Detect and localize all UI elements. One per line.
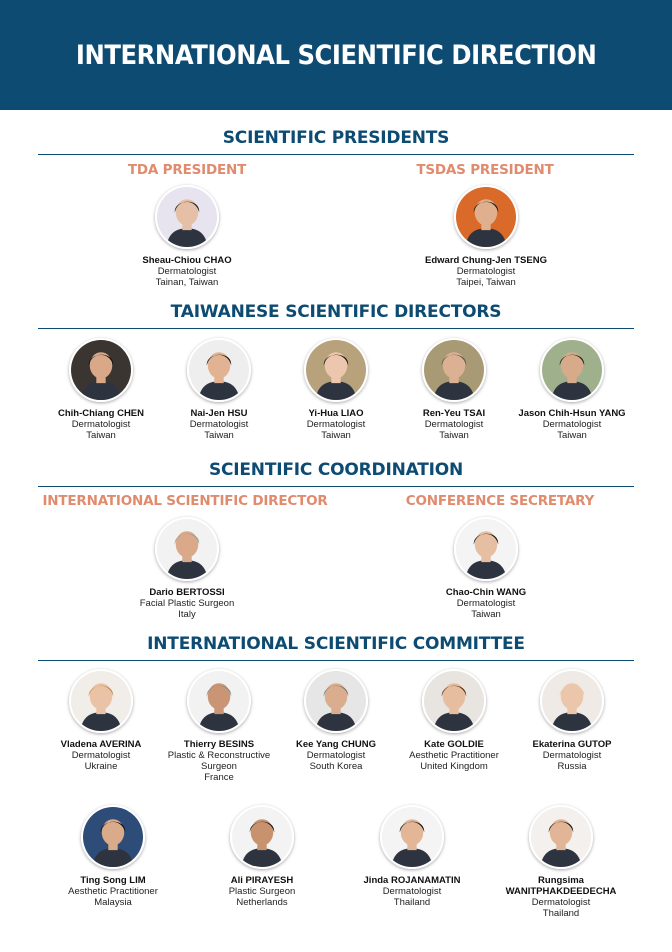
- portrait-photo: [155, 185, 219, 249]
- portrait-photo: [454, 517, 518, 581]
- person-name: Ting Song LIM: [80, 875, 146, 886]
- portrait-photo: [155, 517, 219, 581]
- person-name: Jinda ROJANAMATIN: [363, 875, 461, 886]
- person-title: Plastic Surgeon: [228, 886, 296, 897]
- role-tda-president: TDA PRESIDENT: [127, 162, 247, 178]
- person-title: Surgeon: [201, 761, 237, 772]
- person-name: Jason Chih-Hsun YANG: [518, 408, 626, 419]
- person-location: Tainan, Taiwan: [155, 277, 219, 288]
- person-name: Chih-Chiang CHEN: [57, 408, 145, 419]
- portrait-photo: [454, 185, 518, 249]
- role-conference-secretary: CONFERENCE SECRETARY: [405, 493, 595, 509]
- person-location: Ukraine: [84, 761, 118, 772]
- person-title: Dermatologist: [542, 750, 602, 761]
- person-location: Netherlands: [236, 897, 288, 908]
- person-location: Taiwan: [439, 430, 469, 441]
- person-name: Ren-Yeu TSAI: [422, 408, 486, 419]
- person-title: Dermatologist: [456, 598, 516, 609]
- person-location: Russia: [557, 761, 587, 772]
- person-title: Dermatologist: [71, 419, 131, 430]
- person-name: Nai-Jen HSU: [190, 408, 248, 419]
- person-name: Dario BERTOSSI: [149, 587, 225, 598]
- person-name: Ali PIRAYESH: [230, 875, 294, 886]
- person-name: Thierry BESINS: [183, 739, 255, 750]
- person-name: Yi-Hua LIAO: [308, 408, 364, 419]
- person-title: Dermatologist: [306, 419, 366, 430]
- divider: [38, 660, 634, 661]
- person-name: Kate GOLDIE: [424, 739, 484, 750]
- portrait-photo: [81, 805, 145, 869]
- portrait-photo: [380, 805, 444, 869]
- person-location: Taiwan: [557, 430, 587, 441]
- person-title: Dermatologist: [542, 419, 602, 430]
- portrait-photo: [422, 669, 486, 733]
- person-location: Italy: [178, 609, 196, 620]
- divider: [38, 328, 634, 329]
- person-location: France: [204, 772, 234, 783]
- person-name: Kee Yang CHUNG: [295, 739, 377, 750]
- person-location: Taipei, Taiwan: [456, 277, 516, 288]
- person-location: Taiwan: [86, 430, 116, 441]
- person-title: Dermatologist: [189, 419, 249, 430]
- person-card: [502, 669, 642, 772]
- person-title: Facial Plastic Surgeon: [139, 598, 235, 609]
- person-title: Dermatologist: [71, 750, 131, 761]
- person-title: Dermatologist: [531, 897, 591, 908]
- person-name-continued: WANITPHAKDEEDECHA: [505, 886, 617, 897]
- portrait-photo: [304, 338, 368, 402]
- person-location: Thailand: [542, 908, 580, 919]
- person-card: [491, 805, 631, 919]
- portrait-photo: [422, 338, 486, 402]
- portrait-photo: [187, 669, 251, 733]
- person-name: Sheau-Chiou CHAO: [142, 255, 232, 266]
- portrait-photo: [540, 669, 604, 733]
- portrait-photo: [69, 669, 133, 733]
- person-card: [416, 517, 556, 620]
- header-banner: [0, 0, 672, 110]
- person-location: Taiwan: [321, 430, 351, 441]
- person-title: Dermatologist: [306, 750, 366, 761]
- section-title-committee: INTERNATIONAL SCIENTIFIC COMMITTEE: [147, 634, 525, 654]
- page-title: INTERNATIONAL SCIENTIFIC DIRECTION: [75, 39, 597, 71]
- divider: [38, 486, 634, 487]
- role-international-scientific-director: INTERNATIONAL SCIENTIFIC DIRECTOR: [42, 493, 328, 509]
- person-name: Rungsima: [538, 875, 584, 886]
- person-card: [192, 805, 332, 908]
- person-card: [43, 805, 183, 908]
- person-card: [416, 185, 556, 288]
- person-location: Taiwan: [204, 430, 234, 441]
- person-title: Plastic & Reconstructive: [167, 750, 271, 761]
- person-name: Edward Chung-Jen TSENG: [425, 255, 547, 266]
- person-name: Vladena AVERINA: [60, 739, 142, 750]
- person-location: Thailand: [393, 897, 431, 908]
- person-title: Dermatologist: [157, 266, 217, 277]
- person-name: Chao-Chin WANG: [445, 587, 527, 598]
- portrait-photo: [187, 338, 251, 402]
- person-location: South Korea: [309, 761, 363, 772]
- person-card: [502, 338, 642, 441]
- person-card: [117, 185, 257, 288]
- person-location: Taiwan: [471, 609, 501, 620]
- person-title: Aesthetic Practitioner: [68, 886, 158, 897]
- portrait-photo: [529, 805, 593, 869]
- portrait-photo: [304, 669, 368, 733]
- section-title-coordination: SCIENTIFIC COORDINATION: [208, 460, 464, 480]
- section-title-taiwanese-directors: TAIWANESE SCIENTIFIC DIRECTORS: [170, 302, 502, 322]
- person-location: United Kingdom: [420, 761, 488, 772]
- section-title-presidents: SCIENTIFIC PRESIDENTS: [222, 128, 450, 148]
- role-tsdas-president: TSDAS PRESIDENT: [416, 162, 554, 178]
- person-title: Dermatologist: [382, 886, 442, 897]
- person-name: Ekaterina GUTOP: [532, 739, 612, 750]
- portrait-photo: [230, 805, 294, 869]
- person-card: [117, 517, 257, 620]
- divider: [38, 154, 634, 155]
- portrait-photo: [540, 338, 604, 402]
- person-title: Aesthetic Practitioner: [409, 750, 499, 761]
- portrait-photo: [69, 338, 133, 402]
- person-title: Dermatologist: [456, 266, 516, 277]
- person-title: Dermatologist: [424, 419, 484, 430]
- person-card: [342, 805, 482, 908]
- person-location: Malaysia: [94, 897, 132, 908]
